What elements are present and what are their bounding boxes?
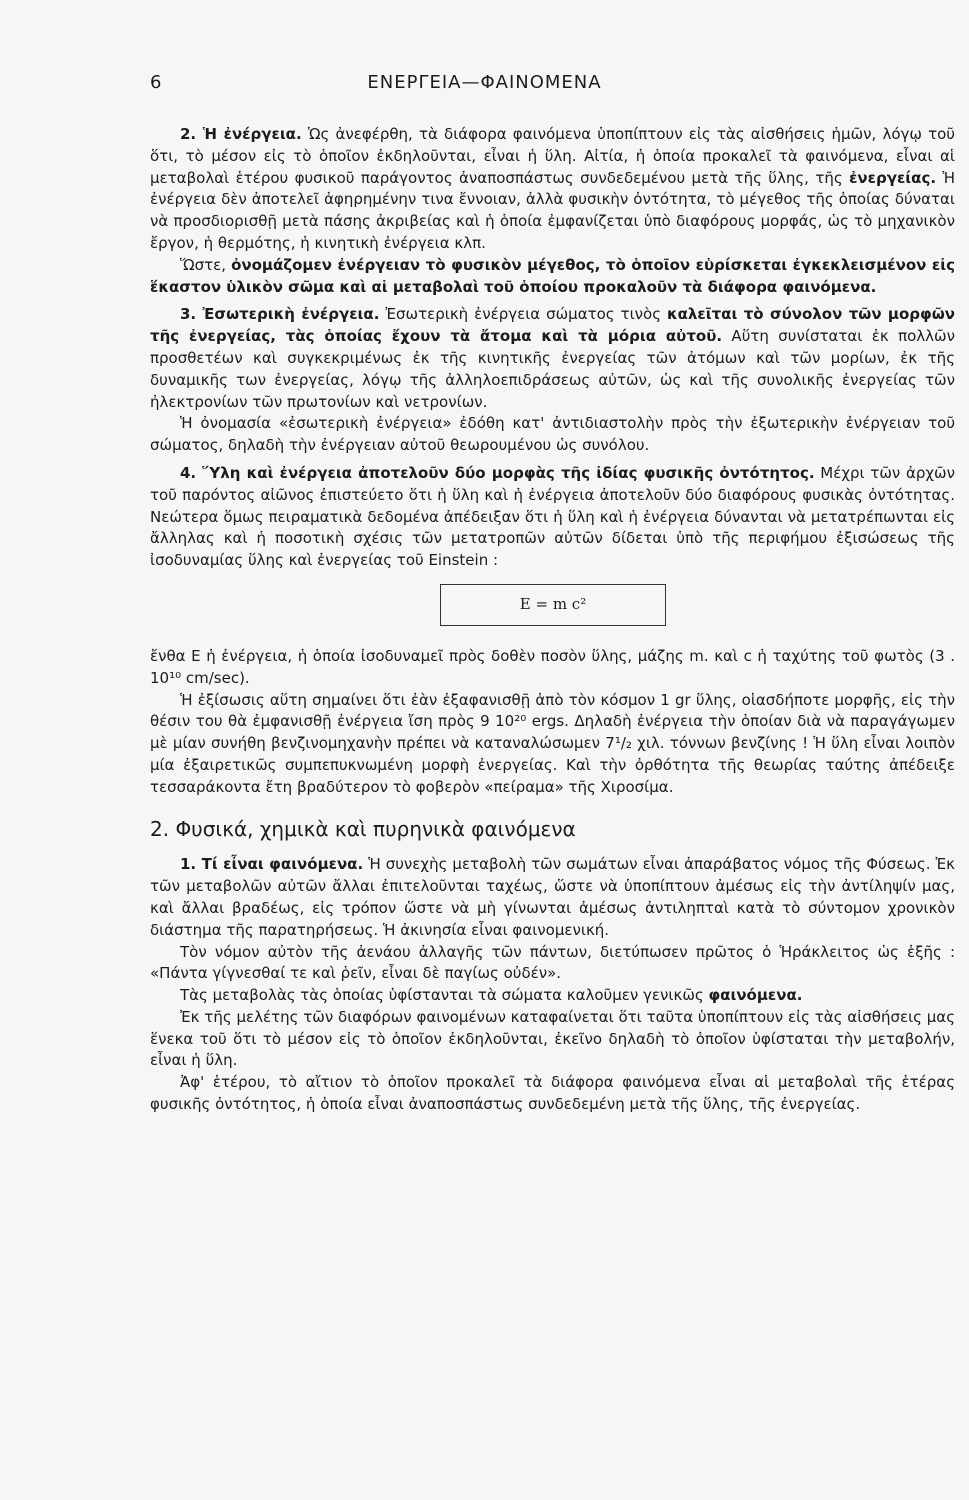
paragraph-formula-meaning: Ἡ ἐξίσωσις αὕτη σημαίνει ὅτι ἐὰν ἐξαφανισθῇ ἀπὸ τὸν κόσμον 1 gr ὕλης, οἱασδήποτε μορφῆς, εἰς τὴν θέσιν του θὰ ἐμφανισθῇ ἐνέργεια ἴση πρὸς 9 10²⁰ ergs. Δηλαδὴ ἐνέργεια τὴν ὁποίαν διὰ νὰ παραγάγωμεν μὲ μίαν συνήθη βενζινομηχανὴν πρέπει νὰ καταναλώσωμεν 7¹/₂ χιλ. τόννων βενζίνης ! Ἡ ὕλη εἶναι λοιπὸν μία ἐξαιρετικῶς συμπεπυκνωμένη μορφὴ ἐνεργείας. Καὶ τὴν ὀρθότητα τῆς θεωρίας ταύτης ἀπέδειξε τεσσαράκοντα ἔτη βραδύτερον τὸ φοβερὸν «πείραμα» τῆς Χιροσίμα. — [150, 690, 955, 796]
text: Τὰς μεταβολὰς τὰς ὁποίας ὑφίστανται τὰ σώματα καλοῦμεν γενικῶς — [180, 986, 709, 1005]
bold-term: φαινόμενα. — [708, 986, 803, 1005]
paragraph-formula-explanation: ἔνθα E ἡ ἐνέργεια, ἡ ὁποία ἰσοδυναμεῖ πρὸς δοθὲν ποσὸν ὕλης, μάζης m. καὶ c ἡ ταχύτης τοῦ φωτὸς (3 . 10¹⁰ cm/sec). — [150, 646, 955, 687]
paragraph-phenomena — [150, 854, 955, 941]
text: Αὕτη συνίσταται ἐκ πολλῶν προσθετέων καὶ συγκεκριμένως ἐκ τῆς κινητικῆς ἐνεργείας τῶν ἀτόμων καὶ τῶν μορίων, ἐκ τῆς δυναμικῆς των ἐνεργείας, λόγῳ τῆς ἀλληλοεπιδράσεως αὐτῶν, ὡς καὶ τῆς συνολικῆς ἐνεργείας τῶν ἠλεκτρονίων τῶν πρωτονίων καὶ νετρονίων. — [150, 327, 956, 411]
text: Ἐσωτερικὴ ἐνέργεια σώματος τινὸς — [379, 305, 667, 324]
section-title: 2. Φυσικά, χημικὰ καὶ πυρηνικὰ φαινόμενα — [150, 816, 576, 841]
paragraph-matter-energy — [150, 463, 955, 572]
text: Ἡ συνεχὴς μεταβολὴ τῶν σωμάτων εἶναι ἀπαράβατος νόμος τῆς Φύσεως. Ἐκ τῶν μεταβολῶν αὐτῶν ἄλλαι ἐπιτελοῦνται ταχέως, ὥστε νὰ ὑποπίπτουν ἀμέσως εἰς τὴν ἀντίληψίν μας, καὶ ἄλλαι βραδέως, εἰς τρόπον ὥστε νὰ μὴ γίνωνται ἀμέσως ἀντιληπταὶ κατὰ τὸ σύντομον χρονικὸν διάστημα τῆς παρατηρήσεως. Ἡ ἀκινησία εἶναι φαινομενική. — [150, 855, 955, 939]
paragraph-internal-energy — [150, 304, 955, 413]
heading-phenomena: 1. Τί εἶναι φαινόμενα. — [180, 855, 364, 874]
running-title: ΕΝΕΡΓΕΙΑ—ΦΑΙΝΟΜΕΝΑ — [367, 72, 602, 93]
paragraph-matter-medium: Ἐκ τῆς μελέτης τῶν διαφόρων φαινομένων καταφαίνεται ὅτι ταῦτα ὑποπίπτουν εἰς τὰς αἰσθήσεις μας ἕνεκα τοῦ ὅτι τὸ μέσον εἰς τὸ ὁποῖον ἐκδηλοῦνται, ἐκεῖνο δηλαδὴ τὸ ὁποῖον ὑφίσταται τὴν μεταβολήν, εἶναι ἡ ὕλη. — [150, 1007, 955, 1070]
definition-bold: καλεῖται τὸ σύνολον τῶν μορφῶν τῆς ἐνεργείας, τὰς ὁποίας ἔχουν τὰ ἄτομα καὶ τὰ μόρια αὐτοῦ. — [150, 305, 955, 346]
paragraph-heraclitus: Τὸν νόμον αὐτὸν τῆς ἀενάου ἀλλαγῆς τῶν πάντων, διετύπωσεν πρῶτος ὁ Ἡράκλειτος ὡς ἑξῆς : «Πάντα γίγνεσθαί τε καὶ ῥεῖν, εἶναι δὲ παγίως οὐδέν». — [150, 942, 955, 983]
text: Ὥστε, — [180, 255, 232, 274]
formula-container — [150, 584, 955, 640]
einstein-formula: E = m c² — [440, 584, 666, 626]
heading-matter-energy: 4. Ὕλη καὶ ἐνέργεια ἀποτελοῦν δύο μορφὰς τῆς ἰδίας φυσικῆς ὀντότητος. — [180, 463, 815, 482]
paragraph-phenomena-definition — [150, 985, 955, 1007]
paragraph-energy-cause: Ἀφ' ἑτέρου, τὸ αἴτιον τὸ ὁποῖον προκαλεῖ τὰ διάφορα φαινόμενα εἶναι αἱ μεταβολαὶ τῆς ἑτέρας φυσικῆς ὀντότητος, ἡ ὁποία εἶναι ἀναποσπάστως συνδεδεμένη μετὰ τῆς ὕλης, τῆς ἐνεργείας. — [150, 1073, 955, 1114]
bold-term: ἐνεργείας. — [849, 168, 937, 187]
text: Ὡς ἀνεφέρθη, τὰ διάφορα φαινόμενα ὑποπίπτουν εἰς τὰς αἰσθήσεις ἡμῶν, λόγῳ τοῦ ὅτι, τὸ μέσον εἰς τὸ ὁποῖον ἐκδηλοῦνται, εἶναι ἡ ὕλη. Αἰτία, ἡ ὁποία προκαλεῖ τὰ φαινόμενα, εἶναι αἱ μεταβολαὶ ἑτέρου φυσικοῦ παράγοντος ἀναποσπάστως συνδεδεμένου μετὰ τῆς ὕλης, τῆς — [150, 125, 955, 187]
text: Ἡ ἐνέργεια δὲν ἀποτελεῖ ἀφηρημένην τινα ἔννοιαν, ἀλλὰ φυσικὴν ὀντότητα, τὸ μέγεθος τῆς ὁποίας δύναται νὰ προσδιορισθῇ μετὰ πάσης ἀκριβείας καὶ ἡ ὁποία ἐμφανίζεται ὑπὸ διαφόρους μορφάς, ὡς τὸ μηχανικὸν ἔργον, ἡ θερμότης, ἡ κινητικὴ ἐνέργεια κλπ. — [150, 168, 955, 252]
paragraph-energy — [150, 124, 955, 255]
paragraph-internal-energy-naming: Ἡ ὀνομασία «ἐσωτερικὴ ἐνέργεια» ἐδόθη κατ' ἀντιδιαστολὴν πρὸς τὴν ἐξωτερικὴν ἐνέργειαν τοῦ σώματος, δηλαδὴ τὴν ἐνέργειαν αὐτοῦ θεωρουμένου ὡς συνόλου. — [150, 414, 955, 455]
page-number: 6 — [150, 72, 162, 93]
paragraph-energy-definition — [150, 255, 955, 299]
text: Μέχρι τῶν ἀρχῶν τοῦ παρόντος αἰῶνος ἐπιστεύετο ὅτι ἡ ὕλη καὶ ἡ ἐνέργεια ἀποτελοῦν δύο διαφόρους φυσικὰς ὀντότητας. Νεώτερα ὅμως πειραματικὰ δεδομένα ἀπέδειξαν ὅτι ἡ ὕλη καὶ ἡ ἐνέργεια δύνανται νὰ μετατρέπωνται εἰς ἄλληλας καὶ ἡ ποσοτικὴ σχέσις τῶν μετατροπῶν αὐτῶν δίδεται ὑπὸ τῆς περιφήμου ἐξισώσεως τῆς ἰσοδυναμίας ὕλης καὶ ἐνεργείας τοῦ Einstein : — [150, 463, 955, 570]
heading-internal-energy: 3. Ἐσωτερικὴ ἐνέργεια. — [180, 305, 380, 324]
definition-bold: ὀνομάζομεν ἐνέργειαν τὸ φυσικὸν μέγεθος, τὸ ὁποῖον εὑρίσκεται ἐγκεκλεισμένον εἰς ἕκαστον ὑλικὸν σῶμα καὶ αἱ μεταβολαὶ τοῦ ὁποίου προκαλοῦν τὰ διάφορα φαινόμενα. — [150, 255, 955, 296]
page-body — [150, 124, 955, 1116]
heading-energy: 2. Ἡ ἐνέργεια. — [180, 125, 302, 143]
